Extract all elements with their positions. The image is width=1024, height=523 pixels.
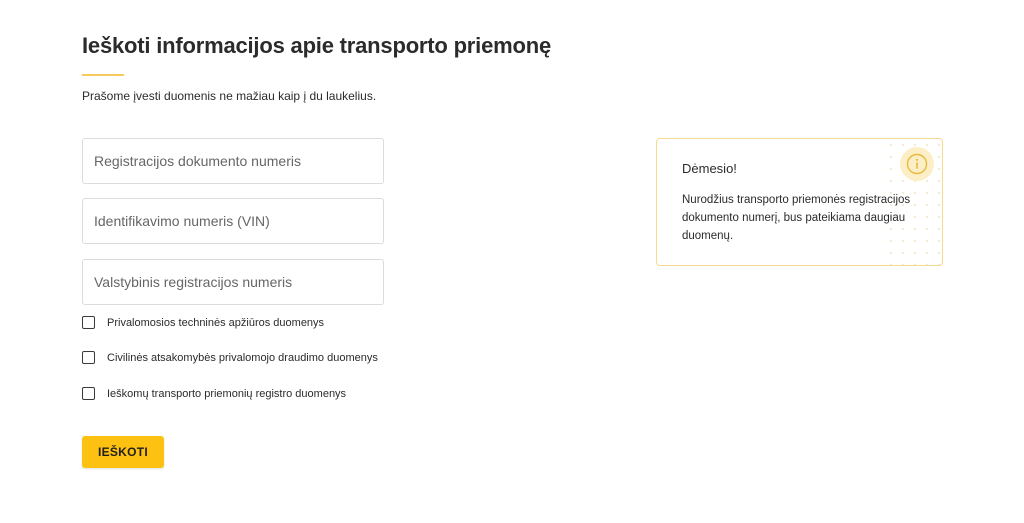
vin-input[interactable] (82, 198, 384, 244)
checkbox-liability-insurance[interactable] (82, 351, 378, 364)
title-underline (82, 74, 124, 76)
search-button[interactable]: IEŠKOTI (82, 436, 164, 468)
notice-text: Nurodžius transporto priemonės registracijos dokumento numerį, bus pateikiama daugiau duomenų. (682, 194, 911, 242)
checkbox-wanted-vehicles-label: Ieškomų transporto priemonių registro duomenys (107, 387, 347, 400)
checkbox-wanted-vehicles[interactable] (82, 387, 346, 400)
page-subtitle: Prašome įvesti duomenis ne mažiau kaip į du laukelius. (82, 89, 377, 103)
notice-box (656, 138, 943, 266)
license-plate-input[interactable] (82, 259, 384, 305)
checkbox-technical-inspection[interactable] (82, 316, 324, 329)
checkbox-liability-insurance-label: Civilinės atsakomybės privalomojo draudimo duomenys (107, 351, 378, 364)
checkbox-liability-insurance-box[interactable] (82, 351, 95, 364)
page-title: Ieškoti informacijos apie transporto priemonę (82, 33, 551, 58)
checkbox-technical-inspection-label: Privalomosios techninės apžiūros duomenys (107, 316, 325, 329)
registration-document-number-input[interactable] (82, 138, 384, 184)
checkbox-wanted-vehicles-box[interactable] (82, 387, 95, 400)
checkbox-technical-inspection-box[interactable] (82, 316, 95, 329)
info-icon (900, 147, 934, 181)
notice-title: Dėmesio! (682, 161, 737, 176)
